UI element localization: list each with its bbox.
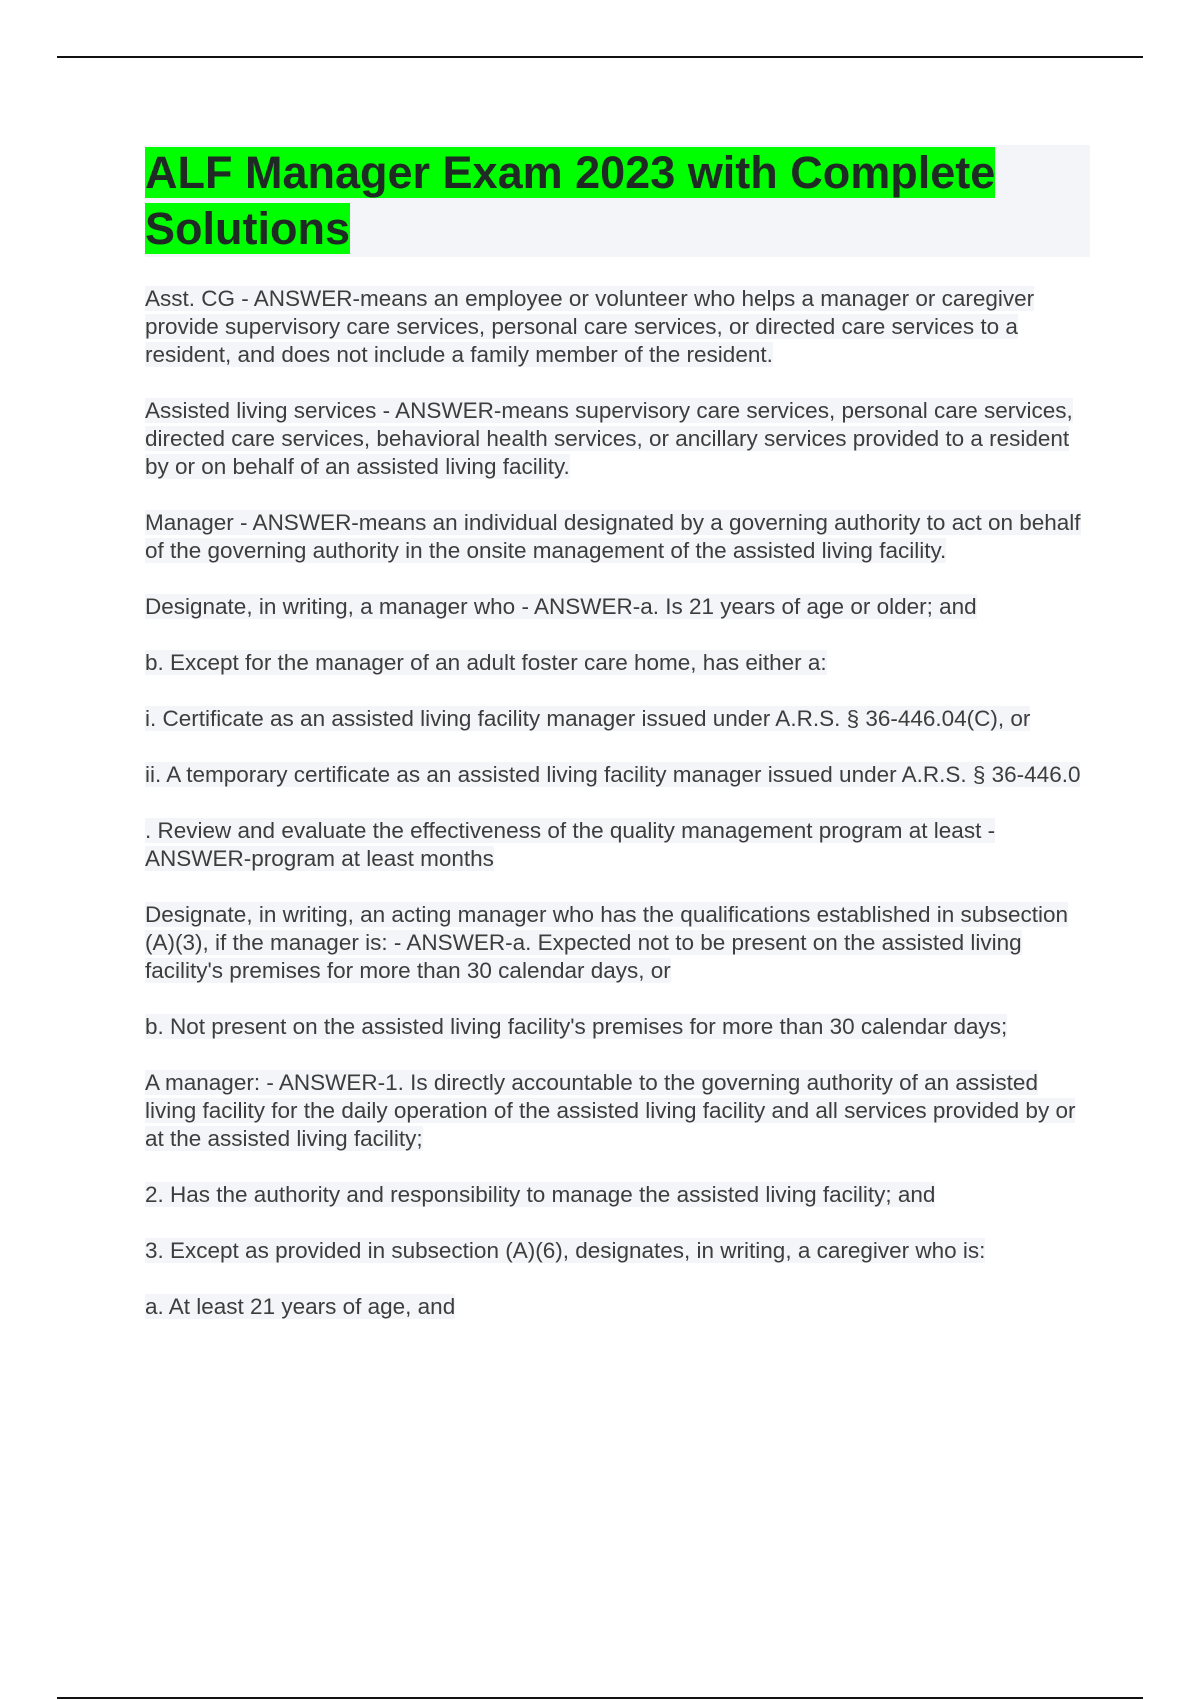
entry [145,901,1090,985]
entry-text: ii. A temporary certificate as an assisted living facility manager issued under A.R.S. § 36-446.0 [145,762,1081,787]
entry [145,1293,1090,1321]
entry-text: b. Except for the manager of an adult foster care home, has either a: [145,650,827,675]
entry-text: 3. Except as provided in subsection (A)(6), designates, in writing, a caregiver who is: [145,1238,986,1263]
document-title-text: ALF Manager Exam 2023 with Complete Solutions [145,147,996,254]
entry [145,1237,1090,1265]
entry-text: a. At least 21 years of age, and [145,1294,456,1319]
document-title [145,145,1090,257]
entry-text: A manager: - ANSWER-1. Is directly accountable to the governing authority of an assisted living facility for the daily operation of the assisted living facility and all services provided by or at the assisted living facility; [145,1070,1076,1151]
entry-text: Asst. CG - ANSWER-means an employee or volunteer who helps a manager or caregiver provide supervisory care services, personal care services, or directed care services to a resident, and does not include a family member of the resident. [145,286,1035,367]
entry-text: i. Certificate as an assisted living facility manager issued under A.R.S. § 36-446.04(C), or [145,706,1031,731]
entry-text: Designate, in writing, an acting manager who has the qualifications established in subsection (A)(3), if the manager is: - ANSWER-a. Expected not to be present on the assisted living facility's premises for more than 30 calendar days, or [145,902,1069,983]
document-body [145,145,1090,1349]
entry-text: Assisted living services - ANSWER-means supervisory care services, personal care services, directed care services, behavioral health services, or ancillary services provided to a resident by or on behalf of an assisted living facility. [145,398,1073,479]
entry-text: . Review and evaluate the effectiveness of the quality management program at least - ANSWER-program at least months [145,818,996,871]
title-block [145,145,1090,257]
footer-rule [57,1697,1143,1699]
entry [145,397,1090,481]
entry-text: 2. Has the authority and responsibility to manage the assisted living facility; and [145,1182,936,1207]
entry-text: b. Not present on the assisted living facility's premises for more than 30 calendar days; [145,1014,1008,1039]
entry [145,1013,1090,1041]
entry [145,1181,1090,1209]
entry [145,705,1090,733]
entry [145,509,1090,565]
entry [145,817,1090,873]
entry [145,649,1090,677]
entry [145,593,1090,621]
entry-text: Manager - ANSWER-means an individual designated by a governing authority to act on behalf of the governing authority in the onsite management of the assisted living facility. [145,510,1081,563]
entry [145,761,1090,789]
header-rule [57,56,1143,58]
entry [145,285,1090,369]
entry [145,1069,1090,1153]
entry-text: Designate, in writing, a manager who - ANSWER-a. Is 21 years of age or older; and [145,594,977,619]
